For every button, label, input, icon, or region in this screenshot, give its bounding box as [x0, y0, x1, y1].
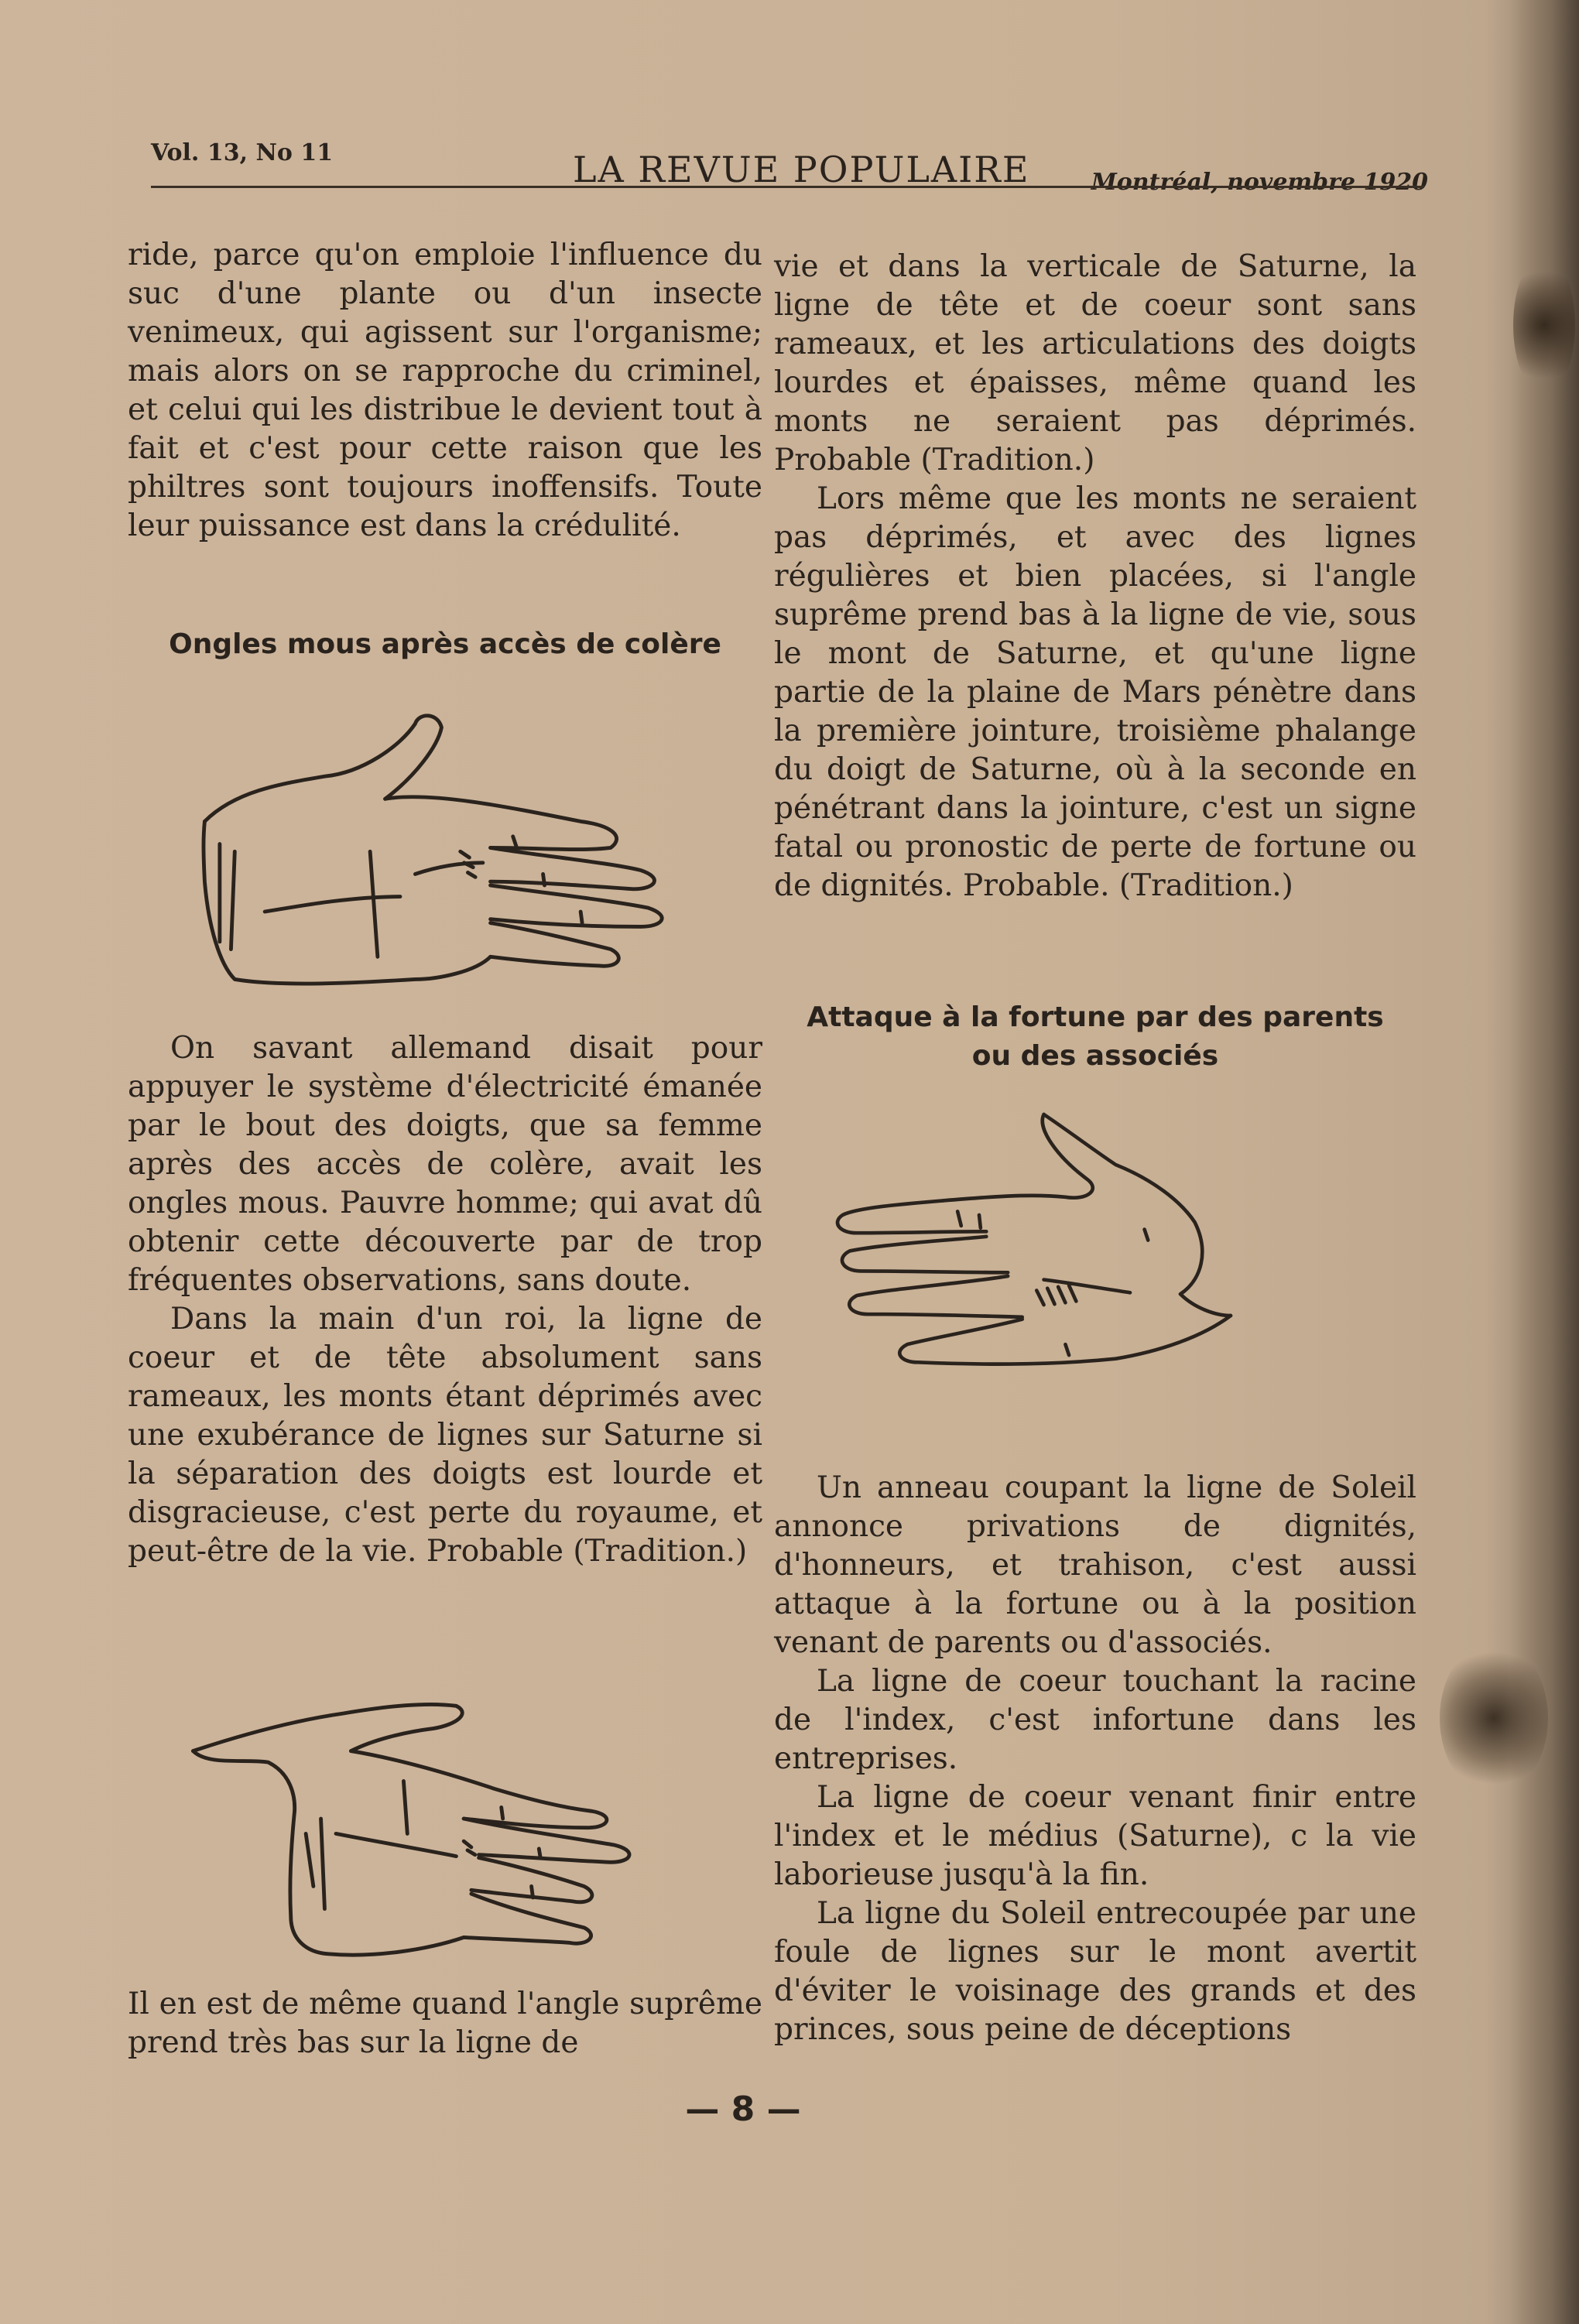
right-paragraph-4: La ligne de coeur touchant la racine de l'index, c'est infortune dans les entreprises.	[774, 1664, 1416, 1776]
right-column-upper-block	[774, 248, 1416, 905]
stain-middle	[1440, 1641, 1548, 1795]
right-paragraph-2: Lors même que les monts ne seraient pas déprimés, et avec des lignes régulières et bien placées, si l'angle suprême prend bas à la ligne de vie, sous le mont de Saturne, et qu'une ligne partie de la plaine de Mars pénètre dans la première jointure, troisième phalange du doigt de Saturne, où à la seconde en pénétrant dans la jointure, c'est un signe fatal ou pronostic de perte de fortune ou de dignités. Probable. (Tradition.)	[774, 481, 1416, 903]
header-volume: Vol. 13, No 11	[151, 139, 334, 166]
right-column-lower-block	[774, 1469, 1416, 2049]
page-header	[151, 132, 1428, 196]
header-rule	[151, 186, 1424, 188]
heading-attaque-line-2: ou des associés	[971, 1040, 1219, 1072]
heading-ongles-mous: Ongles mous après accès de colère	[169, 628, 721, 660]
right-paragraph-6: La ligne du Soleil entrecoupée par une foule de lignes sur le mont avertit d'éviter le voisinage des grands et des princes, sous peine de déceptions	[774, 1896, 1416, 2047]
left-paragraph-2: On savant allemand disait pour appuyer le système d'électricité émanée par le bout des doigts, que sa femme après des accès de colère, avait les ongles mous. Pauvre homme; qui avat dû obtenir cette découverte par de trop fréquentes observations, sans doute.	[128, 1031, 762, 1298]
left-column-lower-block	[128, 1029, 762, 1571]
stain-top	[1513, 255, 1575, 395]
header-title: LA REVUE POPULAIRE	[573, 149, 1030, 190]
right-paragraph-5: La ligne de coeur venant finir entre l'index et le médius (Saturne), c la vie laborieuse jusqu'à la fin.	[774, 1780, 1416, 1892]
left-paragraph-1: ride, parce qu'on emploie l'influence du suc d'une plante ou d'un insecte venimeux, qui agissent sur l'organisme; mais alors on se rapproche du criminel, et celui qui les distribue le devient tout à fait et c'est pour cette raison que les philtres sont toujours inoffensifs. Toute leur puissance est dans la crédulité.	[128, 238, 762, 543]
header-place-date: Montréal, novembre 1920	[1091, 169, 1428, 196]
hand-illustration-2	[178, 1656, 704, 1981]
hand-illustration-3	[828, 1099, 1331, 1432]
heading-attaque-fortune	[774, 998, 1416, 1076]
left-column-bottom-block	[128, 1985, 762, 2062]
left-paragraph-3: Dans la main d'un roi, la ligne de coeur et de tête absolument sans rameaux, les monts étant déprimés avec une exubérance de lignes sur Saturne si la séparation des doigts est lourde et disgracieuse, c'est perte du royaume, et peut-être de la vie. Probable (Tradition.)	[128, 1302, 762, 1569]
heading-attaque-line-1: Attaque à la fortune par des parents	[807, 1001, 1384, 1033]
left-paragraph-4: Il en est de même quand l'angle suprême prend très bas sur la ligne de	[128, 1987, 762, 2060]
right-paragraph-3: Un anneau coupant la ligne de Soleil annonce privations de dignités, d'honneurs, et trahison, c'est aussi attaque à la fortune ou à la position venant de parents ou d'associés.	[774, 1470, 1416, 1660]
hand-illustration-1	[190, 697, 716, 1022]
page-number: — 8 —	[685, 2090, 801, 2129]
right-paragraph-1: vie et dans la verticale de Saturne, la ligne de tête et de coeur sont sans rameaux, et les articulations des doigts lourdes et épaisses, même quand les monts ne seraient pas déprimés. Probable (Tradition.)	[774, 249, 1416, 477]
left-column-para1-block	[128, 236, 762, 546]
